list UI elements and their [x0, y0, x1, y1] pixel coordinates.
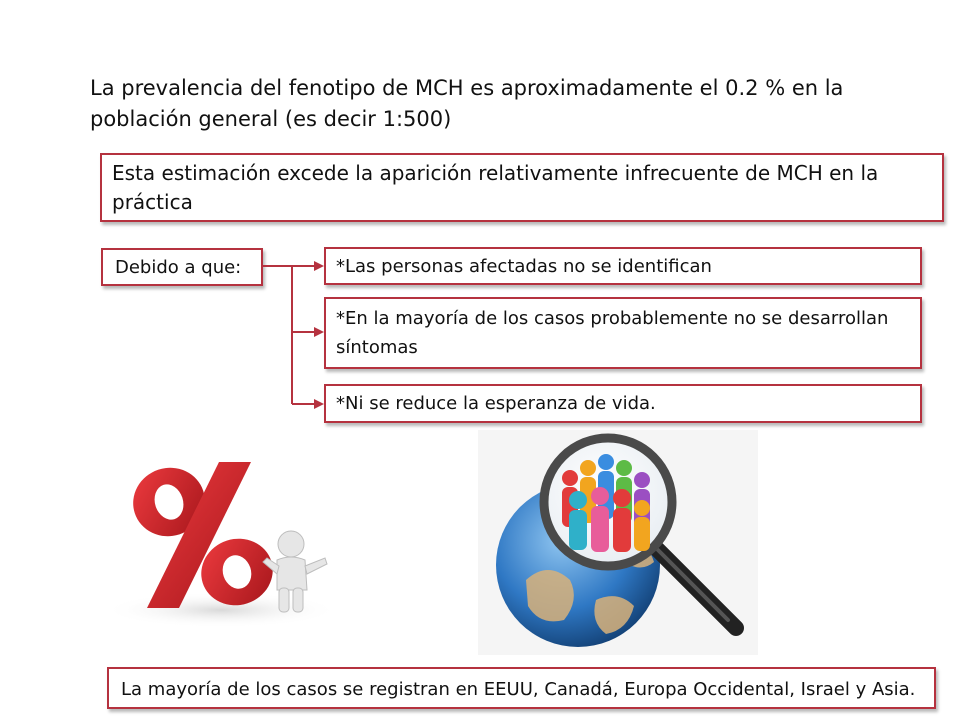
- arrow-head-3: [314, 399, 324, 409]
- razon-box-1: *Las personas afectadas no se identifican: [324, 247, 922, 285]
- debido-box: Debido a que:: [101, 248, 263, 286]
- percent-person-icon: [101, 440, 341, 630]
- estimacion-box: Esta estimación excede la aparición relativamente infrecuente de MCH en la práctica: [100, 153, 944, 222]
- razon-box-2: *En la mayoría de los casos probablemente no se desarrollan síntomas: [324, 297, 922, 369]
- registro-box: La mayoría de los casos se registran en EEUU, Canadá, Europa Occidental, Israel y Asia.: [107, 667, 936, 709]
- arrow-head-1: [314, 261, 324, 271]
- intro-text: La prevalencia del fenotipo de MCH es aproximadamente el 0.2 % en la población general (es decir 1:500): [90, 76, 844, 131]
- razon-box-3: *Ni se reduce la esperanza de vida.: [324, 384, 922, 423]
- globe-magnifier-icon: [478, 430, 758, 655]
- arrow-head-2: [314, 327, 324, 337]
